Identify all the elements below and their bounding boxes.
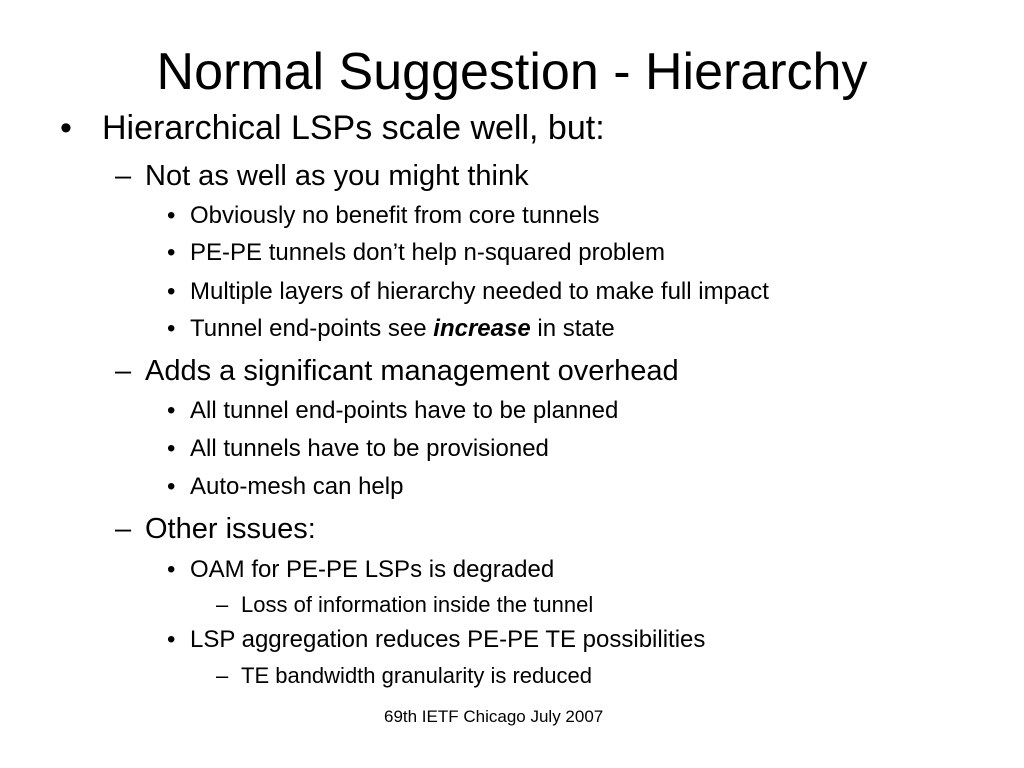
bullet-dot-icon: •	[60, 109, 72, 147]
bullet-dot-icon: •	[167, 473, 176, 500]
bullet-text: Hierarchical LSPs scale well, but:	[102, 109, 605, 147]
bullet-text: LSP aggregation reduces PE-PE TE possibilities	[190, 626, 706, 653]
bullet-text: Auto-mesh can help	[190, 473, 404, 500]
emphasis-text: increase	[433, 315, 531, 342]
bullet-text: Obviously no benefit from core tunnels	[190, 202, 600, 229]
bullet-text: All tunnel end-points have to be planned	[190, 397, 619, 424]
bullet-dot-icon: •	[167, 315, 176, 342]
bullet-dash-icon: –	[115, 513, 132, 545]
bullet-dot-icon: •	[167, 202, 176, 229]
bullet-dash-icon: –	[216, 592, 229, 617]
bullet-text: Not as well as you might think	[145, 160, 529, 192]
bullet-dot-icon: •	[167, 435, 176, 462]
bullet-text: All tunnels have to be provisioned	[190, 435, 549, 462]
bullet-dot-icon: •	[167, 626, 176, 653]
bullet-dot-icon: •	[167, 397, 176, 424]
bullet-dot-icon: •	[167, 239, 176, 266]
bullet-text: PE-PE tunnels don’t help n-squared problem	[190, 239, 665, 266]
bullet-dash-icon: –	[115, 160, 132, 192]
bullet-text-part: Tunnel end-points see	[190, 315, 434, 342]
slide-footer: 69th IETF Chicago July 2007	[384, 707, 604, 726]
bullet-text: Multiple layers of hierarchy needed to make full impact	[190, 278, 769, 305]
bullet-dot-icon: •	[167, 556, 176, 583]
bullet-text: Adds a significant management overhead	[145, 355, 679, 387]
bullet-text: OAM for PE-PE LSPs is degraded	[190, 556, 555, 583]
bullet-dot-icon: •	[167, 278, 176, 305]
bullet-text: Other issues:	[145, 513, 316, 545]
bullet-dash-icon: –	[216, 663, 229, 688]
bullet-text-part: in state	[530, 315, 615, 342]
slide-title: Normal Suggestion - Hierarchy	[156, 43, 868, 101]
bullet-text: TE bandwidth granularity is reduced	[241, 663, 592, 688]
bullet-text: Loss of information inside the tunnel	[241, 592, 594, 617]
bullet-dash-icon: –	[115, 355, 132, 387]
bullet-text-rich	[190, 314, 615, 344]
